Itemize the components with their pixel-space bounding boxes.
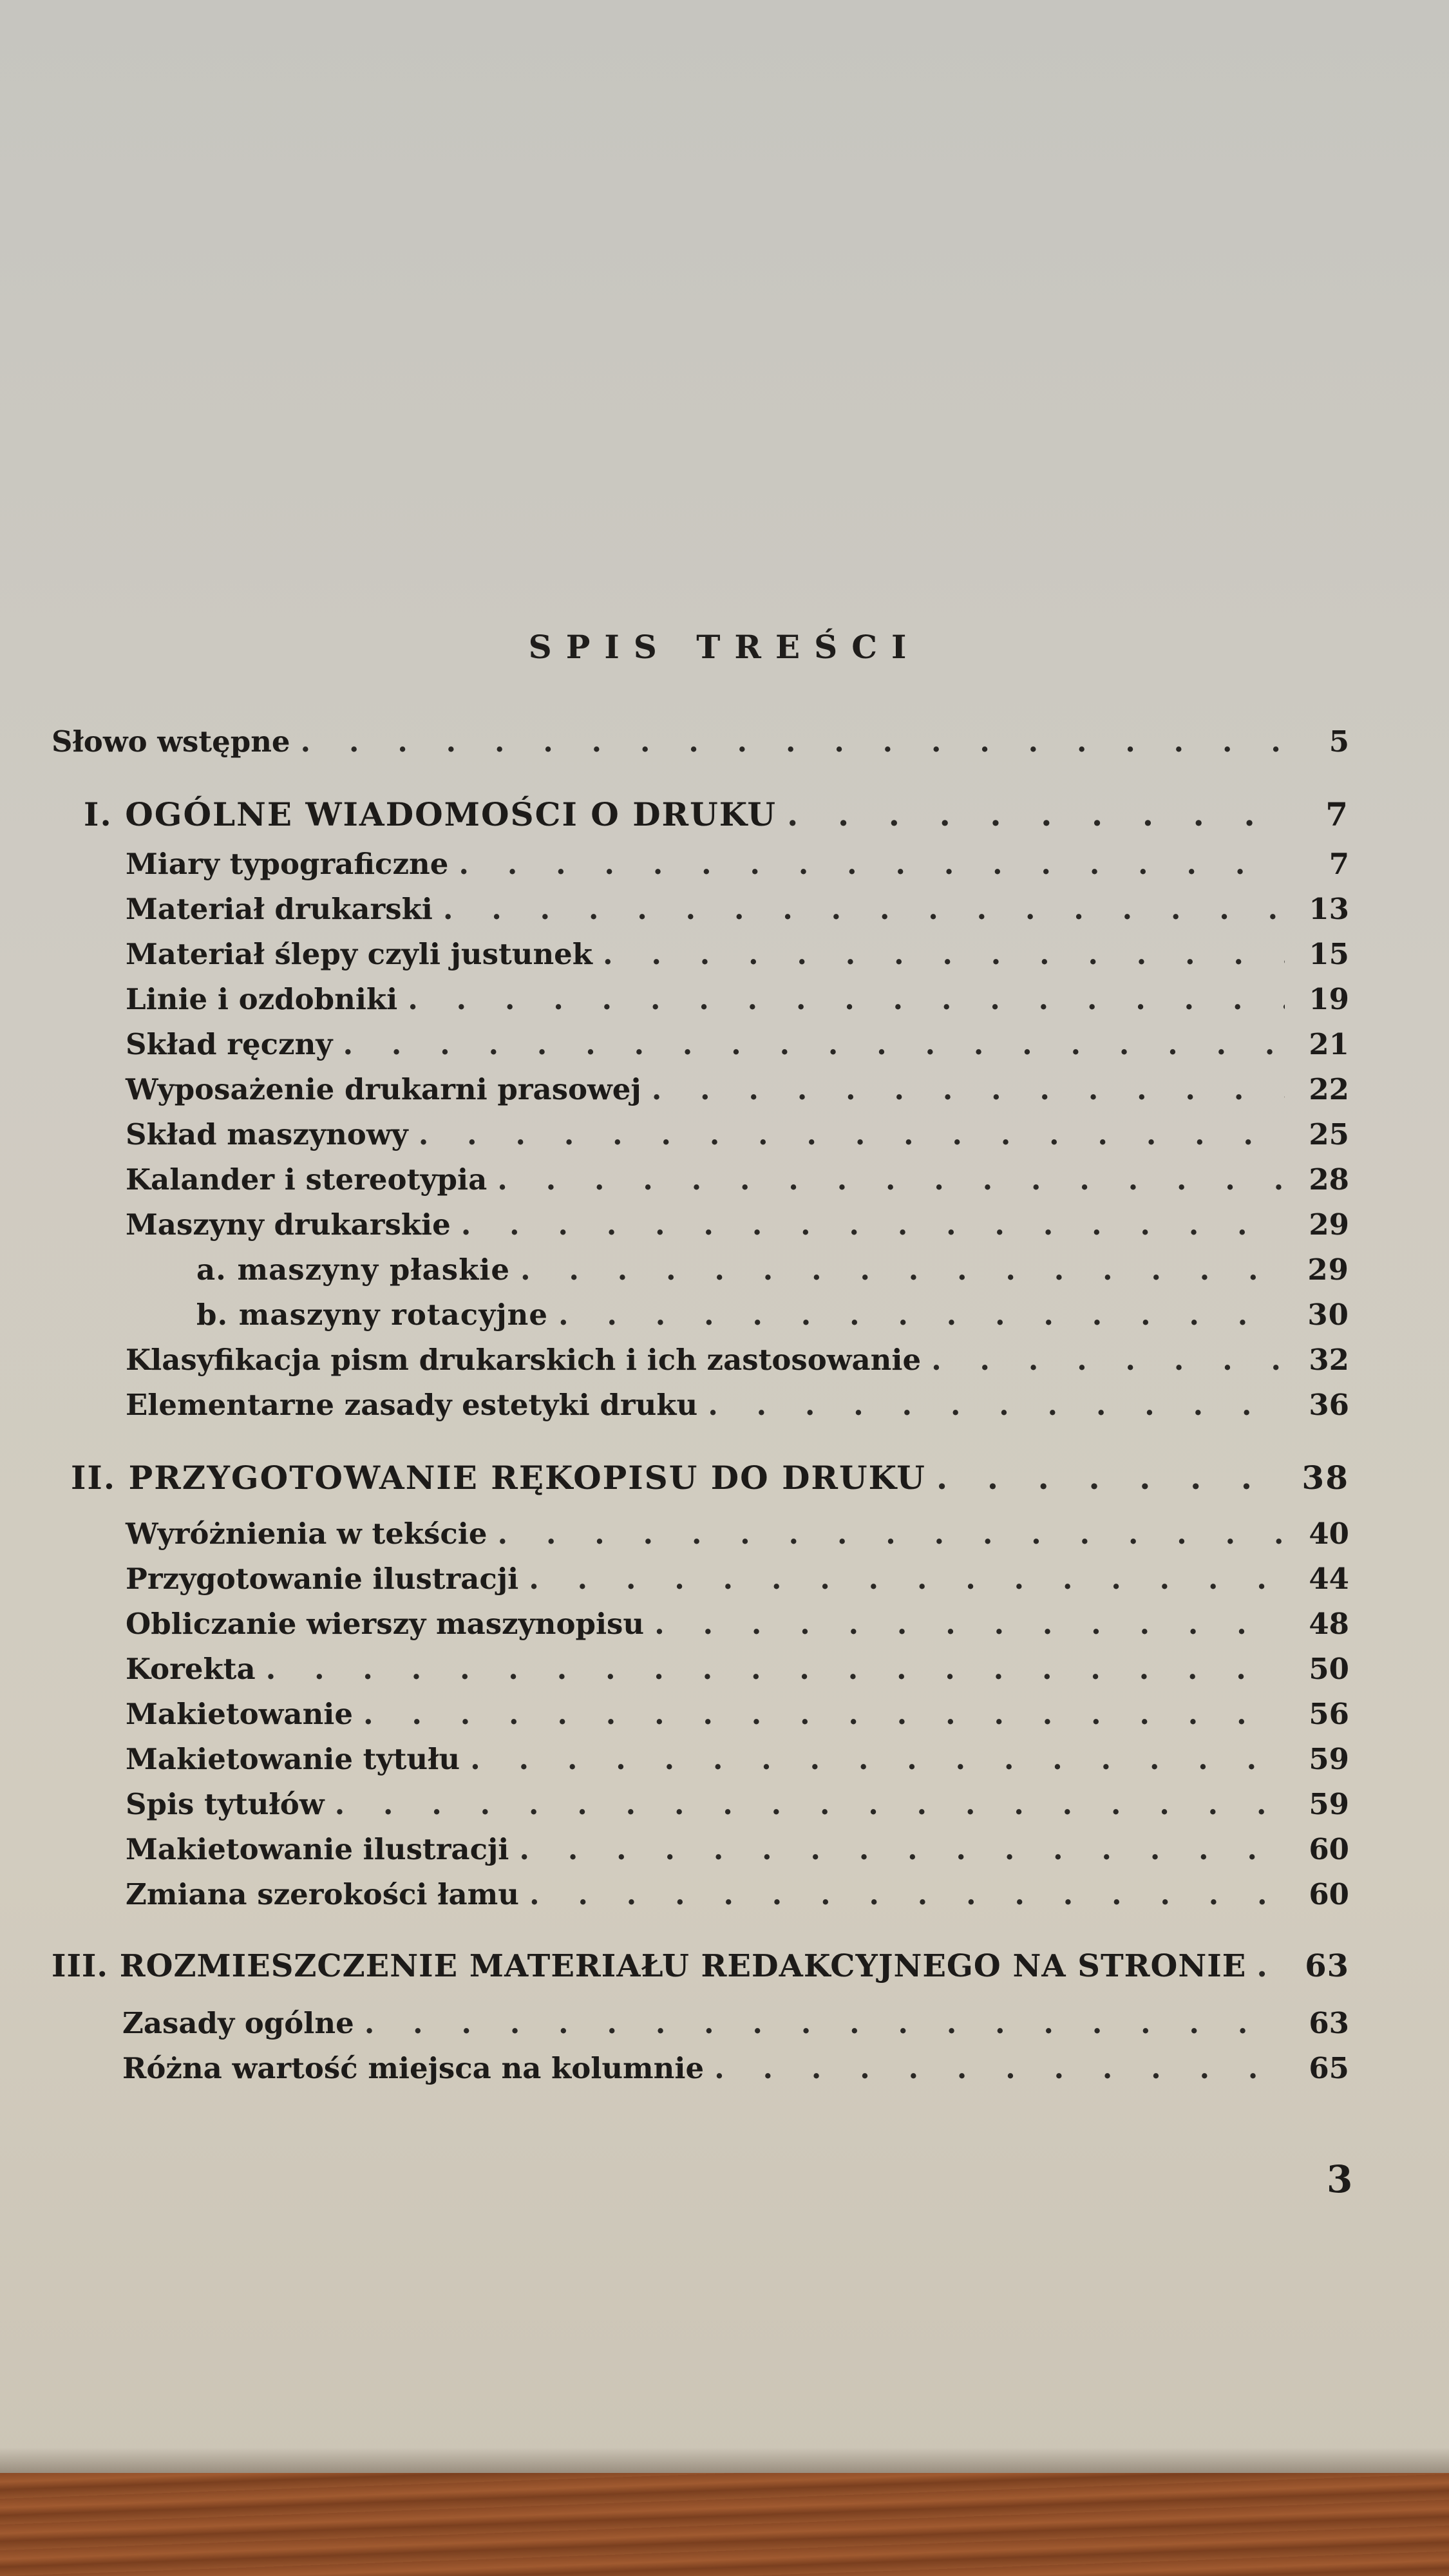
toc-entry <box>126 847 1349 889</box>
toc-entry-label: Wyróżnienia w tekście <box>126 1517 488 1551</box>
leader-dots <box>519 1832 1285 1866</box>
toc-entry-page: 29 <box>1307 1253 1349 1287</box>
leader-dots <box>652 1072 1285 1106</box>
leader-dots <box>1256 1948 1285 1984</box>
leader-dots <box>266 1652 1285 1686</box>
leader-dots <box>443 892 1285 926</box>
toc-entry <box>126 1742 1349 1785</box>
toc-entry-page: 56 <box>1309 1697 1349 1731</box>
toc-entry-page: 50 <box>1309 1652 1349 1686</box>
leader-dots <box>708 1388 1285 1422</box>
leader-dots <box>497 1162 1285 1197</box>
toc-entry-label: Spis tytułów <box>126 1787 325 1821</box>
toc-entry <box>126 1517 1349 1559</box>
toc-entry-label: Linie i ozdobniki <box>126 982 398 1016</box>
toc-chapter <box>84 795 1349 838</box>
leader-dots <box>558 1298 1285 1332</box>
leader-dots <box>363 1697 1285 1731</box>
toc-entry-page: 7 <box>1325 795 1349 833</box>
leader-dots <box>529 1877 1285 1911</box>
toc-entry-label: Skład maszynowy <box>126 1117 408 1151</box>
toc-entry-label: Klasyfikacja pism drukarskich i ich zastosowanie <box>126 1343 922 1377</box>
toc-entry <box>126 1697 1349 1739</box>
toc-entry-page: 13 <box>1309 892 1349 926</box>
toc-entry-label: Różna wartość miejsca na kolumnie <box>122 2051 705 2085</box>
leader-dots <box>343 1027 1285 1061</box>
toc-title: SPIS TREŚCI <box>528 628 921 666</box>
toc-entry-page: 63 <box>1305 1948 1349 1984</box>
toc-entry-page: 60 <box>1309 1877 1349 1911</box>
toc-entry-page: 59 <box>1309 1787 1349 1821</box>
toc-entry-page: 40 <box>1309 1517 1349 1551</box>
leader-dots <box>408 982 1285 1016</box>
toc-entry-label: a. maszyny płaskie <box>196 1253 511 1287</box>
toc-subentry <box>196 1253 1349 1295</box>
toc-entry-label: Wyposażenie drukarni prasowej <box>126 1072 641 1106</box>
leader-dots <box>461 1208 1285 1242</box>
toc-chapter-label: II. PRZYGOTOWANIE RĘKOPISU DO DRUKU <box>71 1459 926 1497</box>
toc-entry <box>126 982 1349 1025</box>
leader-dots <box>520 1253 1285 1287</box>
toc-entry <box>126 1162 1349 1205</box>
leader-dots <box>787 795 1285 833</box>
toc-entry-label: Zasady ogólne <box>122 2006 354 2040</box>
toc-entry <box>126 1787 1349 1830</box>
toc-chapter-label: I. OGÓLNE WIADOMOŚCI O DRUKU <box>84 795 777 833</box>
toc-entry-label: Materiał drukarski <box>126 892 433 926</box>
toc-entry-page: 30 <box>1307 1298 1349 1332</box>
toc-chapter <box>52 1948 1349 1991</box>
toc-entry-label: Skład ręczny <box>126 1027 333 1061</box>
toc-entry-page: 28 <box>1309 1162 1349 1197</box>
leader-dots <box>301 724 1285 759</box>
toc-entry <box>126 892 1349 934</box>
leader-dots <box>470 1742 1285 1776</box>
toc-entry-page: 44 <box>1309 1562 1349 1596</box>
toc-entry-label: Obliczanie wierszy maszynopisu <box>126 1607 645 1641</box>
leader-dots <box>335 1787 1285 1821</box>
toc-entry <box>126 1117 1349 1160</box>
toc-entry-label: Makietowanie ilustracji <box>126 1832 509 1866</box>
toc-chapter-label: III. ROZMIESZCZENIE MATERIAŁU REDAKCYJNEGO NA STRONIE <box>52 1948 1247 1984</box>
leader-dots <box>936 1459 1285 1497</box>
toc-entry <box>126 1027 1349 1070</box>
toc-entry-label: Elementarne zasady estetyki druku <box>126 1388 698 1422</box>
toc-entry-page: 48 <box>1309 1607 1349 1641</box>
toc-entry <box>126 1832 1349 1875</box>
toc-entry-label: Makietowanie <box>126 1697 354 1731</box>
toc-entry-page: 15 <box>1309 937 1349 971</box>
toc-entry-page: 19 <box>1309 982 1349 1016</box>
toc-entry-page: 32 <box>1309 1343 1349 1377</box>
toc-subentry <box>196 1298 1349 1340</box>
toc-entry-page: 65 <box>1309 2051 1349 2085</box>
toc-entry-label: Przygotowanie ilustracji <box>126 1562 519 1596</box>
toc-entry-page: 59 <box>1309 1742 1349 1776</box>
toc-entry-label: b. maszyny rotacyjne <box>196 1298 548 1332</box>
toc-entry-label: Makietowanie tytułu <box>126 1742 460 1776</box>
leader-dots <box>365 2006 1285 2040</box>
page-number: 3 <box>1327 2157 1353 2201</box>
toc-entry <box>126 1343 1349 1385</box>
leader-dots <box>603 937 1285 971</box>
toc-entry-page: 63 <box>1309 2006 1349 2040</box>
leader-dots <box>498 1517 1285 1551</box>
leader-dots <box>931 1343 1285 1377</box>
toc-entry <box>126 937 1349 980</box>
toc-entry-page: 21 <box>1309 1027 1349 1061</box>
toc-entry-page: 29 <box>1309 1208 1349 1242</box>
page-edge-shadow <box>0 2447 1449 2473</box>
toc-entry-label: Kalander i stereotypia <box>126 1162 488 1197</box>
toc-entry <box>126 1072 1349 1115</box>
toc-entry-label: Zmiana szerokości łamu <box>126 1877 519 1911</box>
toc-entry <box>122 2051 1349 2094</box>
toc-entry <box>126 1388 1349 1430</box>
toc-entry-page: 38 <box>1302 1459 1349 1497</box>
toc-entry <box>126 1208 1349 1250</box>
leader-dots <box>529 1562 1285 1596</box>
toc-chapter <box>71 1459 1349 1501</box>
toc-entry-page: 60 <box>1309 1832 1349 1866</box>
toc-entry <box>126 1877 1349 1920</box>
toc-entry-page: 22 <box>1309 1072 1349 1106</box>
toc-entry-page: 25 <box>1309 1117 1349 1151</box>
toc-entry <box>126 1652 1349 1694</box>
wooden-table-surface <box>0 2473 1449 2576</box>
leader-dots <box>459 847 1285 881</box>
toc-entry <box>126 1562 1349 1604</box>
toc-entry-label: Miary typograficzne <box>126 847 449 881</box>
leader-dots <box>419 1117 1285 1151</box>
toc-entry-page: 7 <box>1329 847 1349 881</box>
leader-dots <box>654 1607 1285 1641</box>
toc-entry-label: Korekta <box>126 1652 256 1686</box>
toc-entry-page: 36 <box>1309 1388 1349 1422</box>
toc-entry-label: Słowo wstępne <box>52 724 290 759</box>
toc-entry-page: 5 <box>1329 724 1349 759</box>
leader-dots <box>714 2051 1285 2085</box>
toc-entry <box>52 724 1349 767</box>
toc-entry <box>122 2006 1349 2049</box>
toc-entry-label: Maszyny drukarskie <box>126 1208 451 1242</box>
toc-entry <box>126 1607 1349 1649</box>
toc-entry-label: Materiał ślepy czyli justunek <box>126 937 592 971</box>
